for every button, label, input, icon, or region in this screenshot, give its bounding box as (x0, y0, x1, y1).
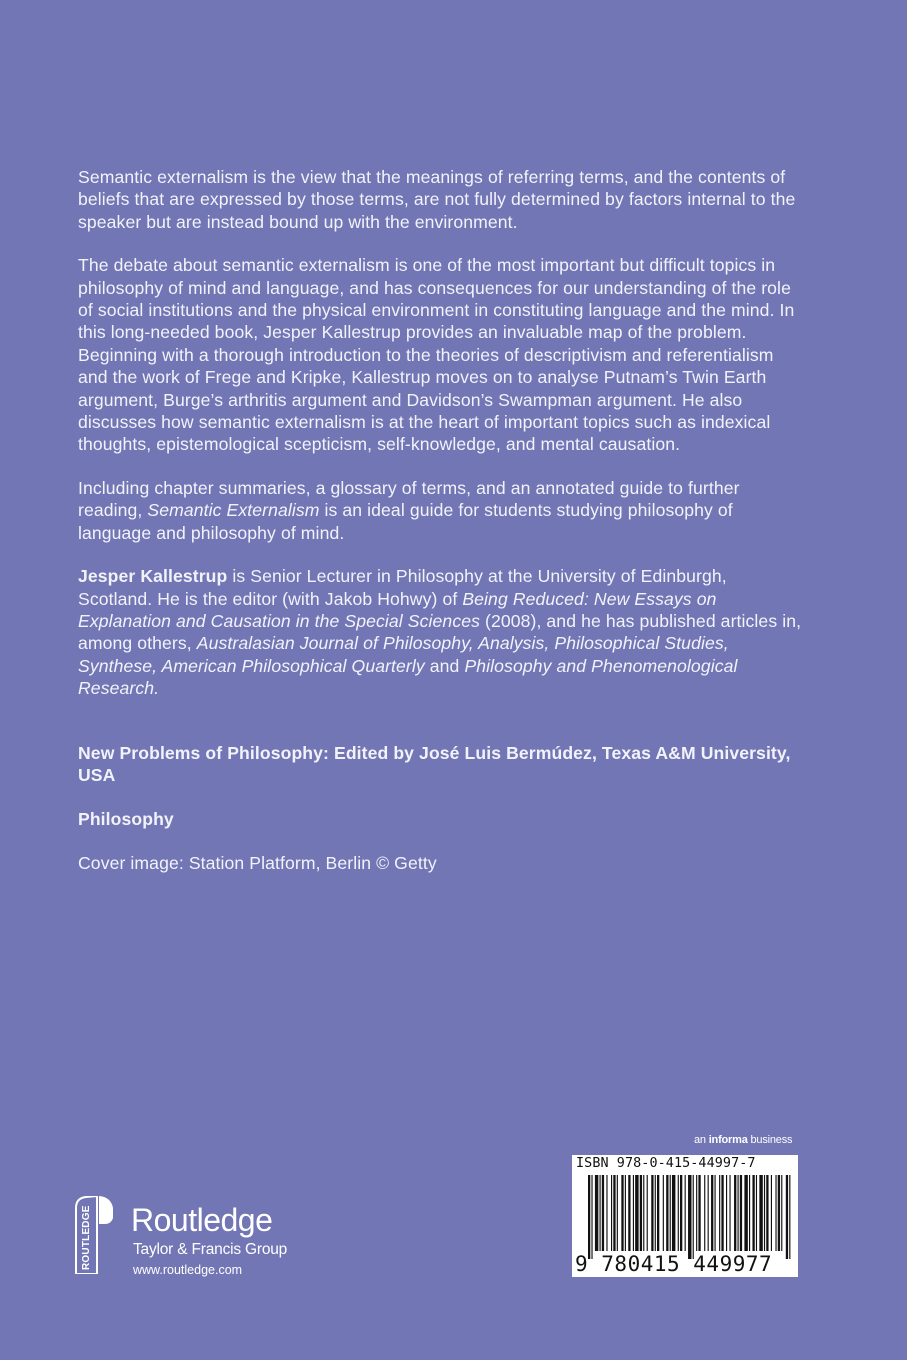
barcode-bar (752, 1175, 754, 1251)
cover-image-credit: Cover image: Station Platform, Berlin © Getty (78, 852, 437, 873)
book-title: Semantic Externalism (147, 500, 320, 521)
barcode-bar (756, 1175, 757, 1251)
barcode-bar (704, 1175, 705, 1251)
barcode-bar (655, 1175, 656, 1251)
informa-tagline (694, 1134, 792, 1146)
barcode-bar (786, 1175, 788, 1259)
barcode-bar (663, 1175, 664, 1251)
barcode-bar (778, 1175, 780, 1251)
publisher-website: www.routledge.com (133, 1263, 243, 1277)
informa-brand: informa (708, 1134, 748, 1146)
informa-prefix: an (694, 1134, 709, 1146)
barcode-bar (635, 1175, 638, 1251)
barcode-bar (625, 1175, 626, 1251)
barcode-bar (715, 1175, 716, 1251)
isbn-text: ISBN 978-0-415-44997-7 (576, 1156, 756, 1171)
journal-last: Philosophy and Phenomenological Research. (78, 655, 738, 699)
barcode-bar (666, 1175, 668, 1251)
barcode-bar (672, 1175, 675, 1251)
blurb-text: Including chapter summaries, a glossary of terms, and an annotated guide to further reading, (78, 477, 740, 521)
barcode-bar (678, 1175, 679, 1251)
routledge-vertical-label: ROUTLEDGE (81, 1205, 92, 1270)
barcode-bar (711, 1175, 713, 1251)
barcode-bar (651, 1175, 653, 1251)
barcode-bar (749, 1175, 750, 1251)
barcode-bar (640, 1175, 642, 1251)
barcode-bar (764, 1175, 765, 1251)
barcode-bar (729, 1175, 730, 1251)
barcode-bar (696, 1175, 697, 1251)
ean-digits: 9 780415 449977 (575, 1252, 773, 1276)
barcode-bar (617, 1175, 618, 1251)
barcode-bar (775, 1175, 776, 1251)
barcode-bar (633, 1175, 634, 1251)
barcode-bar (766, 1175, 768, 1251)
bio-text: is Senior Lecturer in Philosophy at the University of Edinburgh, Scotland. He is the editor (with Jakob Hohwy) of (78, 566, 727, 609)
barcode-bar (657, 1175, 659, 1251)
barcode-bar (588, 1175, 590, 1259)
subject-category (78, 808, 802, 830)
author-name: Jesper Kallestrup (78, 566, 228, 587)
barcode-bar (680, 1175, 682, 1251)
publisher-group: Taylor & Francis Group (133, 1241, 288, 1258)
blurb-paragraph-3 (78, 477, 802, 544)
barcode-bar (611, 1175, 612, 1251)
edited-book-title: Being Reduced: New Essays on Explanation and Causation in the Special Sciences (78, 588, 717, 631)
barcode-bar (621, 1175, 623, 1251)
barcode-bar (734, 1175, 736, 1251)
isbn-barcode (572, 1155, 798, 1277)
barcode-bar (719, 1175, 720, 1251)
barcode-bar (688, 1175, 691, 1259)
barcode-bar (759, 1175, 762, 1251)
subject-text: Philosophy (78, 809, 174, 830)
barcode-bar (781, 1175, 782, 1251)
barcode-bar (693, 1175, 694, 1259)
barcode-bar (771, 1175, 772, 1251)
barcode-bar (740, 1175, 742, 1251)
barcode-bar (721, 1175, 723, 1251)
barcode-bar (595, 1175, 598, 1251)
barcode-bar (698, 1175, 700, 1251)
informa-suffix: business (747, 1134, 793, 1146)
barcode-bar (744, 1175, 747, 1251)
barcode-bar (591, 1175, 592, 1259)
blurb-paragraph-2: The debate about semantic externalism is one of the most important but difficult topics in philosophy of mind and language, and has consequences for our understanding of the role of social institutions and the physical environment in constituting language and the mind. In this long-needed book, Jesper Kallestrup provides an invaluable map of the problem. Beginning with a thorough introduction to the theories of descriptivism and referentialism and the work of Frege and Kripke, Kallestrup moves on to analyse Putnam’s Twin Earth argument, Burge’s arthritis argument and Davidson’s Swampman argument. He also discusses how semantic externalism is at the heart of important topics such as indexical thoughts, epistemological scepticism, self-knowledge, and mental causation. (78, 255, 795, 455)
back-cover-blurb (78, 166, 802, 895)
journal-list: Australasian Journal of Philosophy, Analysis, Philosophical Studies, Synthese, American Philosophical Quarterly (78, 633, 729, 676)
barcode-bar (708, 1175, 709, 1251)
barcode-bar (643, 1175, 644, 1251)
series-text: New Problems of Philosophy: Edited by José Luis Bermúdez, Texas A&M University, USA (78, 742, 791, 785)
blurb-text: is an ideal guide for students studying philosophy of language and philosophy of mind. (78, 500, 733, 543)
barcode-bar (600, 1175, 601, 1251)
barcode-bar (738, 1175, 739, 1251)
publisher-name: Routledge (131, 1202, 273, 1238)
blurb-paragraph-1: Semantic externalism is the view that the meanings of referring terms, and the contents of beliefs that are expressed by those terms, are not fully determined by factors internal to the speaker but are instead bound up with the environment. (78, 167, 796, 232)
barcode-bar (606, 1175, 607, 1251)
barcode-bar (789, 1175, 790, 1259)
barcode-bar (602, 1175, 604, 1251)
bio-text: (2008), and he has published articles in, among others, (78, 610, 802, 654)
barcode-bar (726, 1175, 727, 1251)
author-bio (78, 565, 802, 699)
barcode-bar (685, 1175, 686, 1251)
series-info (78, 742, 802, 787)
barcode-bar (647, 1175, 648, 1251)
barcode-bar (628, 1175, 630, 1251)
barcode-bar (613, 1175, 615, 1251)
bio-text: and (424, 655, 465, 676)
barcode-bar (670, 1175, 671, 1251)
